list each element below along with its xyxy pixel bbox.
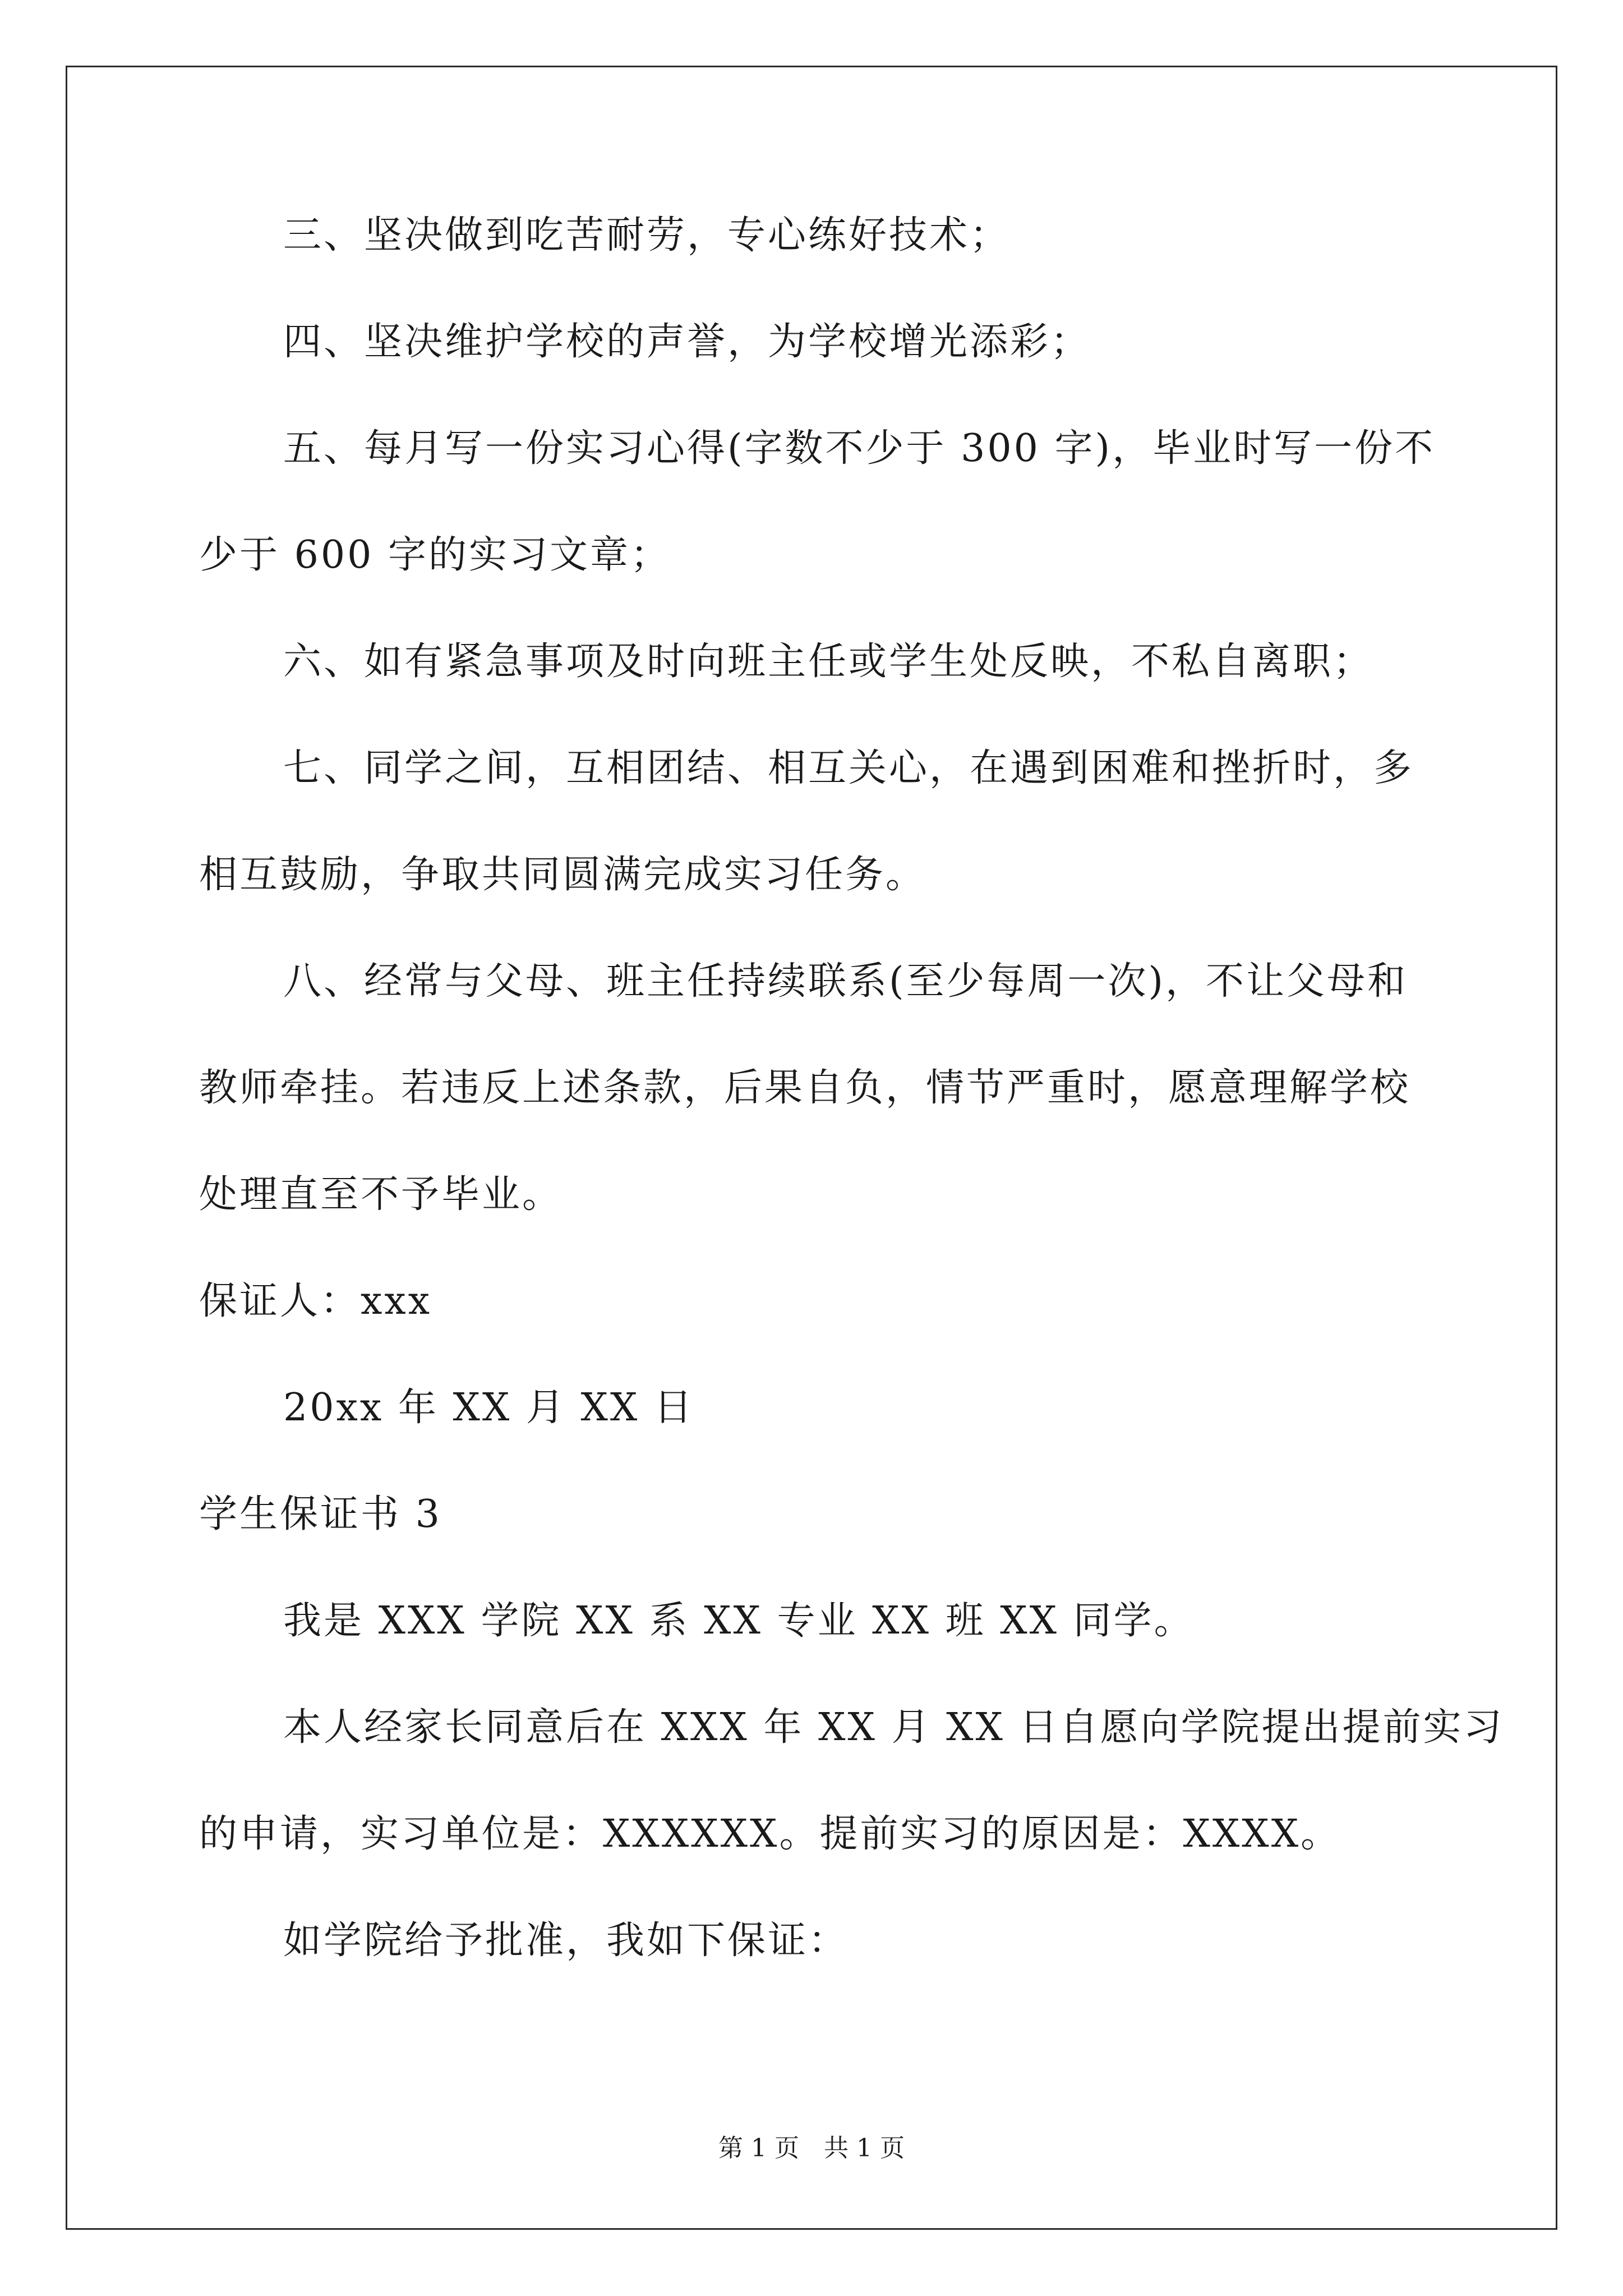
paragraph-line: 本人经家长同意后在 XXX 年 XX 月 XX 日自愿向学院提出提前实习	[283, 1705, 1504, 1750]
section-heading: 学生保证书 3	[199, 1492, 442, 1536]
date-line: 20xx 年 XX 月 XX 日	[283, 1386, 694, 1430]
paragraph-line: 三、坚决做到吃苦耐劳，专心练好技术；	[283, 213, 1011, 257]
paragraph-line: 处理直至不予毕业。	[199, 1172, 563, 1217]
guarantor-line: 保证人：xxx	[199, 1279, 432, 1323]
page-number-footer: 第 1 页 共 1 页	[718, 2134, 905, 2162]
paragraph-line: 八、经常与父母、班主任持续联系(至少每周一次)，不让父母和	[283, 959, 1408, 1004]
paragraph-line: 的申请，实习单位是：XXXXXX。提前实习的原因是：XXXX。	[199, 1812, 1341, 1856]
paragraph-line: 少于 600 字的实习文章；	[199, 533, 671, 577]
paragraph-line: 我是 XXX 学院 XX 系 XX 专业 XX 班 XX 同学。	[283, 1599, 1195, 1643]
paragraph-line: 教师牵挂。若违反上述条款，后果自负，情节严重时，愿意理解学校	[199, 1066, 1411, 1110]
paragraph-line: 相互鼓励，争取共同圆满完成实习任务。	[199, 853, 926, 897]
paragraph-line: 五、每月写一份实习心得(字数不少于 300 字)，毕业时写一份不	[283, 426, 1436, 471]
paragraph-line: 如学院给予批准，我如下保证：	[283, 1918, 849, 1963]
paragraph-line: 六、如有紧急事项及时向班主任或学生处反映，不私自离职；	[283, 639, 1374, 684]
paragraph-line: 七、同学之间，互相团结、相互关心，在遇到困难和挫折时，多	[283, 746, 1414, 790]
page-border	[66, 66, 1557, 2230]
paragraph-line: 四、坚决维护学校的声誉，为学校增光添彩；	[283, 320, 1091, 364]
